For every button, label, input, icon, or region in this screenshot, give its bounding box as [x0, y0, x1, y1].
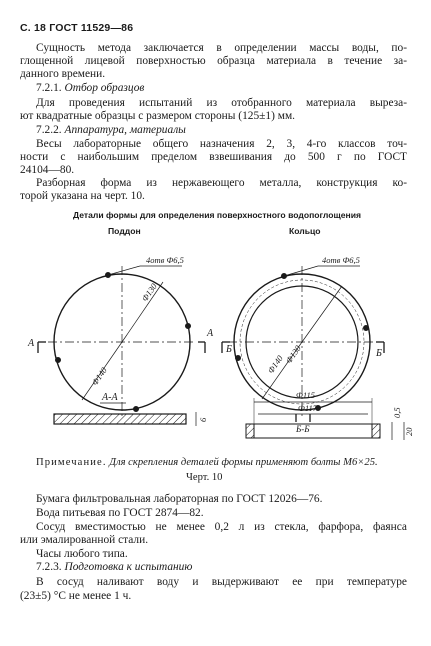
note-text: Для скрепления деталей формы применяют болты М6×25. [109, 457, 378, 468]
section-label-AA: А-А [102, 392, 118, 403]
section-heading-723 [36, 561, 192, 574]
diameter-label-130-left: Ф130 [139, 281, 159, 304]
section-letter-A-left: А [28, 338, 35, 349]
figure-caption: Детали формы для определения поверхностного водопоглощения [73, 210, 361, 220]
paragraph-line: Сущность метода заключается в определении массы воды, по- [36, 42, 407, 54]
figure-reference: Черт. 10 [186, 472, 223, 483]
paragraph-line: ют квадратные образцы с размером стороны (125±1) мм. [20, 110, 296, 122]
section-title: Аппаратура, материалы [64, 124, 186, 136]
paragraph-line: Весы лабораторные общего назначения 2, 3, 4-го классов точ- [36, 138, 407, 150]
paragraph-line: торой указана на черт. 10. [20, 190, 145, 202]
paragraph-line: Вода питьевая по ГОСТ 2874—82. [36, 507, 204, 519]
height-label-05: 0,5 [392, 407, 402, 418]
thickness-label: 6 [198, 417, 208, 422]
figure-right-title: Кольцо [289, 226, 321, 236]
paragraph-line: ности с наибольшим пределом взвешивания до 500 г по ГОСТ [20, 151, 407, 163]
hole-mark [56, 358, 61, 363]
dimension-line [302, 286, 342, 342]
paragraph-line: В сосуд наливают воду и выдерживают ее при температуре [36, 576, 407, 588]
plate-section [54, 414, 186, 424]
diameter-label-140-left: Ф140 [89, 365, 109, 388]
paragraph-line: Разборная форма из нержавеющего металла, конструкция ко- [36, 177, 407, 189]
diameter-label-117: Ф117 [298, 403, 317, 413]
diameter-label-115: Ф115 [296, 390, 315, 400]
note-label: Примечание. [36, 457, 107, 468]
ring-section-left [246, 424, 254, 438]
diameter-label-130-right: Ф130 [283, 343, 303, 366]
section-title: Отбор образцов [64, 82, 145, 94]
page-header: С. 18 ГОСТ 11529—86 [20, 22, 134, 34]
technical-drawing [0, 236, 431, 458]
section-letter-B-right: Б [376, 348, 382, 359]
hole-mark [134, 407, 139, 412]
section-title: Подготовка к испытанию [64, 561, 193, 573]
figure-left-title: Поддон [108, 226, 141, 236]
ring-section-right [372, 424, 380, 438]
section-letter-B-left: Б [226, 344, 232, 355]
paragraph-line: Часы любого типа. [36, 548, 128, 560]
paragraph-line: Сосуд вместимостью не менее 0,2 л из стекла, фарфора, фаянса [36, 521, 407, 533]
paragraph-line: 24104—80. [20, 164, 75, 176]
section-number: 7.2.3. [36, 561, 62, 573]
holes-label-right: 4отв Ф6,5 [322, 255, 360, 265]
paragraph-line: или эмалированной стали. [20, 534, 149, 546]
height-label-20: 20 [404, 427, 414, 436]
hole-mark [364, 326, 369, 331]
paragraph-line: данного времени. [20, 68, 106, 80]
section-label-BB: Б-Б [296, 424, 310, 434]
section-heading-721 [36, 82, 144, 95]
diameter-label-140-right: Ф140 [265, 353, 285, 376]
paragraph-line: (23±5) °С не менее 1 ч. [20, 590, 132, 602]
paragraph-line: глощенной лицевой поверхностью образца материала в течение за- [20, 55, 407, 67]
holes-label-left: 4отв Ф6,5 [146, 255, 184, 265]
section-heading-722 [36, 124, 186, 137]
section-number: 7.2.1. [36, 82, 62, 94]
dimension-line [122, 282, 163, 342]
hole-mark [236, 356, 241, 361]
section-letter-A-right: А [207, 328, 214, 339]
figure-note [36, 457, 378, 468]
hole-mark [186, 324, 191, 329]
paragraph-line: Для проведения испытаний из отобранного материала вырезa- [36, 97, 407, 109]
paragraph-line: Бумага фильтровальная лабораторная по ГОСТ 12026—76. [36, 493, 323, 505]
section-number: 7.2.2. [36, 124, 62, 136]
